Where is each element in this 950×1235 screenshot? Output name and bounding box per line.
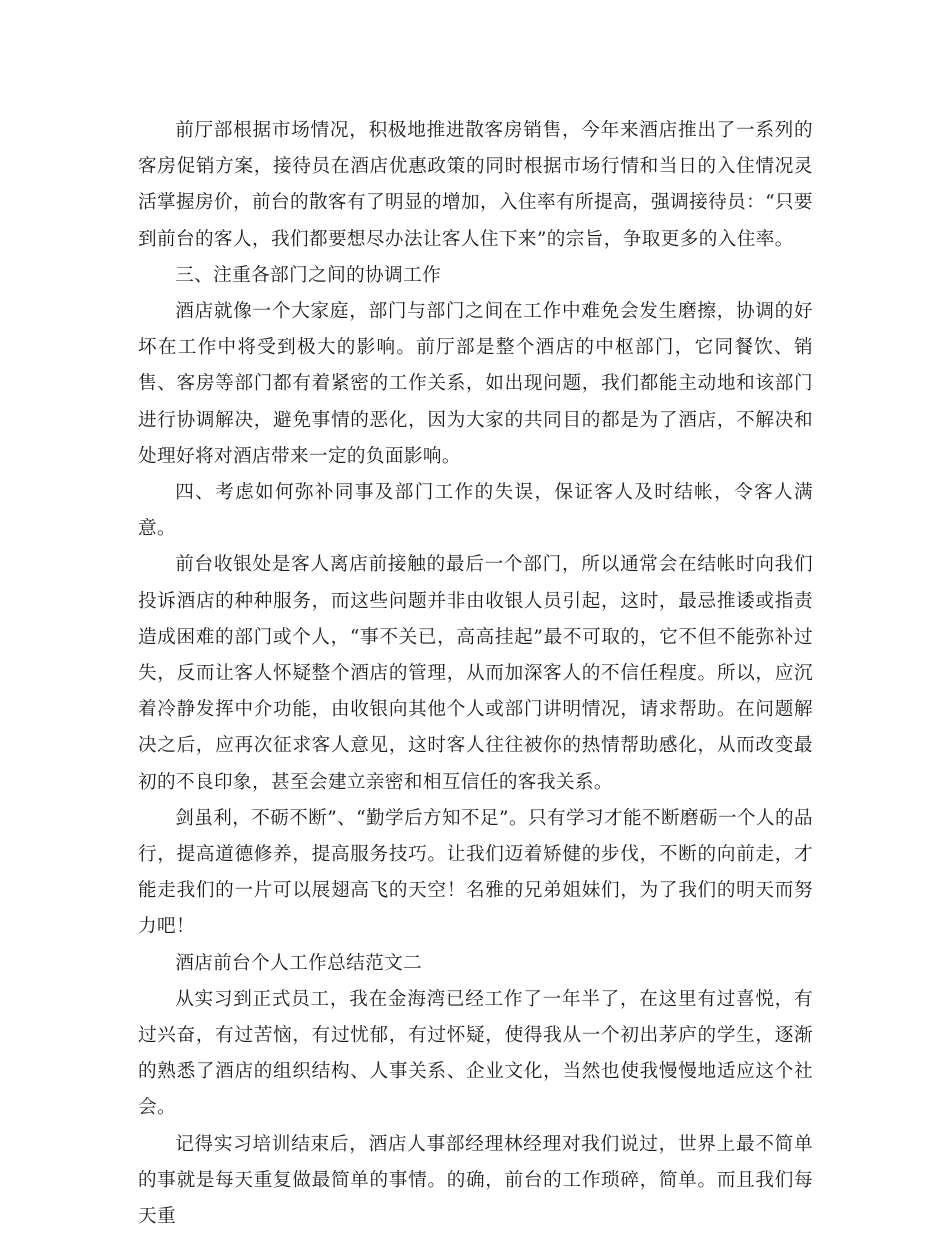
paragraph-cashier: 前台收银处是客人离店前接触的最后一个部门，所以通常会在结帐时向我们投诉酒店的种种服务，而这些问题并非由收银人员引起，这时，最忌推诿或指责造成困难的部门或个人，“事不关已，高高挂起”最不可取的，它不但不能弥补过失，反而让客人怀疑整个酒店的管理，从而加深客人的不信任程度。所以，应沉着冷静发挥中介功能，由收银向其他个人或部门讲明情况，请求帮助。在问题解决之后，应再次征求客人意见，这时客人往往被你的热情帮助感化，从而改变最初的不良印象，甚至会建立亲密和相互信任的客我关系。 [138,554,813,793]
section-heading-mistakes: 四、考虑如何弥补同事及部门工作的失误，保证客人及时结帐，令客人满意。 [138,482,813,540]
paragraph-learning: 剑虽利，不砺不断”、“勤学后方知不足”。只有学习才能不断磨砺一个人的品行，提高道德修养，提高服务技巧。让我们迈着矫健的步伐，不断的向前走，才能走我们的一片可以展翅高飞的天空！名雅的兄弟姐妹们，为了我们的明天而努力吧！ [138,807,813,938]
paragraph-training: 记得实习培训结束后，酒店人事部经理林经理对我们说过，世界上最不简单的事就是每天重复做最简单的事情。的确，前台的工作琐碎，简单。而且我们每天重 [138,1133,813,1228]
article-title-two: 酒店前台个人工作总结范文二 [175,952,423,974]
section-heading-coordination: 三、注重各部门之间的协调工作 [175,264,442,286]
document-body [138,113,813,1235]
paragraph-coordination: 酒店就像一个大家庭，部门与部门之间在工作中难免会发生磨擦，协调的好坏在工作中将受到极大的影响。前厅部是整个酒店的中枢部门，它同餐饮、销售、客房等部门都有着紧密的工作关系，如出现问题，我们都能主动地和该部门进行协调解决，避免事情的恶化，因为大家的共同目的都是为了酒店，不解决和处理好将对酒店带来一定的负面影响。 [138,301,813,467]
paragraph-room-sales: 前厅部根据市场情况，积极地推进散客房销售，今年来酒店推出了一系列的客房促销方案，接待员在酒店优惠政策的同时根据市场行情和当日的入住情况灵活掌握房价，前台的散客有了明显的增加，入住率有所提高，强调接待员：“只要到前台的客人，我们都要想尽办法让客人住下来”的宗旨，争取更多的入住率。 [138,120,813,250]
paragraph-internship: 从实习到正式员工，我在金海湾已经工作了一年半了，在这里有过喜悦，有过兴奋，有过苦恼，有过忧郁，有过怀疑，使得我从一个初出茅庐的学生，逐渐的熟悉了酒店的组织结构、人事关系、企业文化，当然也使我慢慢地适应这个社会。 [138,988,813,1119]
